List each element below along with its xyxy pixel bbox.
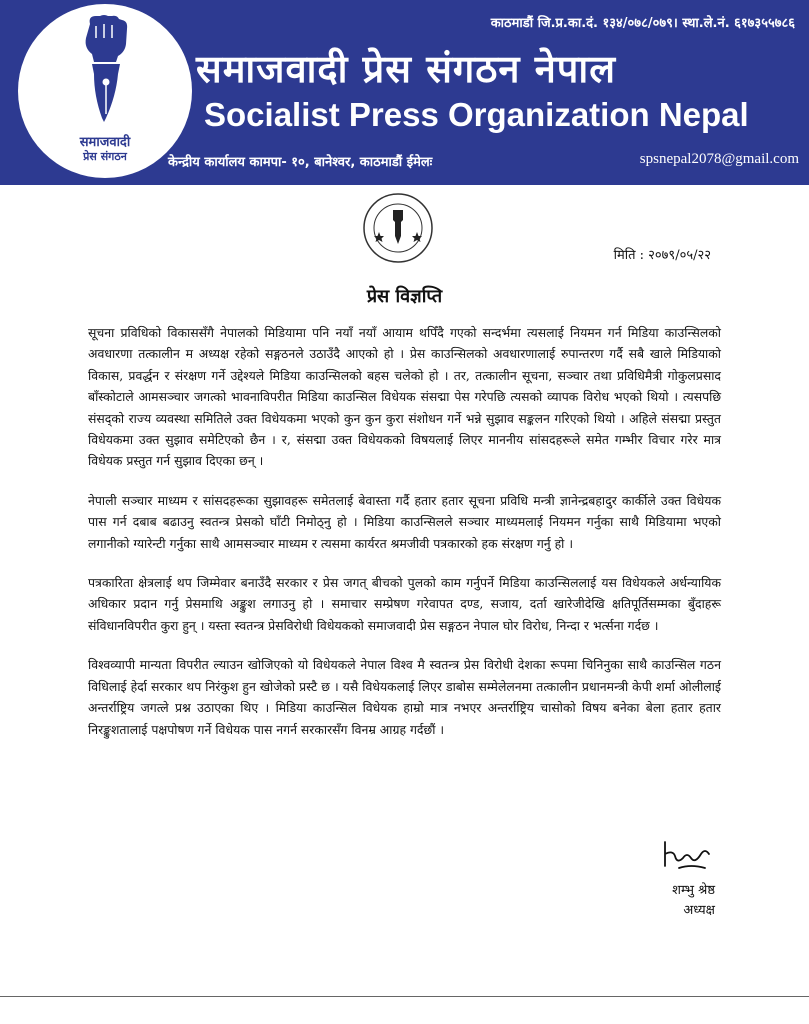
- registration-number: काठमाडौं जि.प्र.का.दं. १३४/०७८/०७९। स्था.ले.नं. ६१७३५५७८६: [490, 16, 795, 31]
- organization-seal-stamp: [362, 192, 434, 264]
- body-paragraph-2: नेपाली सञ्चार माध्यम र सांसदहरूका सुझावहरू समेतलाई बेवास्ता गर्दै हतार हतार सूचना प्रविधि मन्त्री ज्ञानेन्द्रबहादुर कार्कीले उक्त विधेयक पास गर्न दबाब बढाउनु स्वतन्त्र प्रेसको घाँटी निमोठ्नु हो । मिडिया काउन्सिलले सञ्चार माध्यमलाई नियमन गर्नुका साथै मिडियामा भएको लगानीको ग्यारेन्टी गर्नुका साथै आमसञ्चार माध्यम र त्यसमा कार्यरत श्रमजीवी पत्रकारको हक संरक्षण गर्नु हो ।: [88, 492, 721, 551]
- email-address: spsnepal2078@gmail.com: [639, 151, 799, 167]
- handwritten-signature: [655, 838, 715, 874]
- letterhead-banner: [0, 0, 809, 185]
- document-title: प्रेस विज्ञप्ति: [366, 286, 443, 307]
- footer-divider: [0, 996, 809, 997]
- organization-name-nepali: समाजवादी प्रेस संगठन नेपाल: [196, 47, 616, 91]
- body-paragraph-3: पत्रकारिता क्षेत्रलाई थप जिम्मेवार बनाउँदै सरकार र प्रेस जगत् बीचको पुलको काम गर्नुपर्ने मिडिया काउन्सिललाई यस विधेयकले अर्धन्यायिक अधिकार प्रदान गर्नु प्रेसमाथि अङ्कुश लगाउनु हो । समाचार सम्प्रेषण गरेवापत दण्ड, सजाय, दर्ता खारेजीदेखि क्षतिपूर्तिसम्मका बुँदाहरू संविधानविपरीत कुरा हुन् । यस्ता स्वतन्त्र प्रेसविरोधी विधेयकको समाजवादी प्रेस सङ्गठन नेपाल घोर विरोध, निन्दा र भर्त्सना गर्दछ ।: [88, 575, 721, 633]
- signatory-name: शम्भु श्रेष्ठ: [672, 883, 715, 898]
- document-body: [88, 322, 721, 758]
- logo-text-line1: समाजवादी: [79, 135, 131, 150]
- office-address: केन्द्रीय कार्यालय कामपा- १०, बानेश्वर, काठमाडौं ईमेलः: [168, 155, 433, 170]
- logo-text-line2: प्रेस संगठन: [83, 150, 127, 163]
- address-line: [0, 148, 809, 176]
- body-paragraph-4: विश्वव्यापी मान्यता विपरीत ल्याउन खोजिएको यो विधेयकले नेपाल विश्व मै स्वतन्त्र प्रेस विरोधी देशका रूपमा चिनिनुका साथै काउन्सिल गठन विधिलाई हेर्दा सरकार थप निरंकुश हुन खोजेको प्रस्टै छ । यसै विधेयकलाई लिएर डाबोस सम्मेलेलनमा तत्कालीन प्रधानमन्त्री केपी शर्मा ओलीलाई अन्तर्राष्ट्रिय जगत्ले प्रश्न उठाएका थिए । मिडिया काउन्सिल विधेयक हाम्रो मात्र नभएर अन्तर्राष्ट्रिय चासोको विषय बनेका बेला हतार हतार निरङ्कुशतालाई पक्षपोषण गर्ने विधेयक पास नगर्न सरकारसँग विनम्र आग्रह गर्दछौं ।: [88, 657, 721, 737]
- document-date: मिति : २०७९/०५/२२: [613, 248, 711, 263]
- body-paragraph-1: सूचना प्रविधिको विकाससँगै नेपालको मिडियामा पनि नयाँ नयाँ आयाम थपिँदै गएको सन्दर्भमा त्यसलाई नियमन गर्न मिडिया काउन्सिलको अवधारणा तत्कालीन म अध्यक्ष रहेको सङ्गठनले उठाउँदै आएको हो । प्रेस काउन्सिलको अवधारणालाई रुपान्तरण गर्दै सबै खाले मिडियाको विकास, प्रवर्द्धन र संरक्षण गर्ने उद्देश्यले मिडिया काउन्सिलको बहस चलेको हो । तर, तत्कालीन सूचना, सञ्चार तथा प्रविधिमैत्री गोकुलप्रसाद बाँस्कोटाले आमसञ्चार जगत्को भावनाविपरीत मिडिया काउन्सिल विधेयक संसद्मा पेस गरेपछि त्यसको व्यापक विरोध भएको थियो । त्यसपछि संसद्को राज्य व्यवस्था समितिले उक्त विधेयकमा भएको कुन कुन कुरा संशोधन गर्ने भन्ने सुझाव सङ्कलन गरिएको थियो । अहिले संसद्मा प्रस्तुत विधेयकमा उक्त सुझाव समेटिएको छैन । र, संसद्मा उक्त विधेयकको विषयलाई लिएर माननीय सांसदहरूले समेत गम्भीर विचार गरेर मात्र विधेयक प्रस्तुत गर्न सुझाव दिएका छन् ।: [88, 325, 721, 469]
- signatory-title: अध्यक्ष: [683, 903, 715, 918]
- organization-name-english: Socialist Press Organization Nepal: [204, 96, 749, 133]
